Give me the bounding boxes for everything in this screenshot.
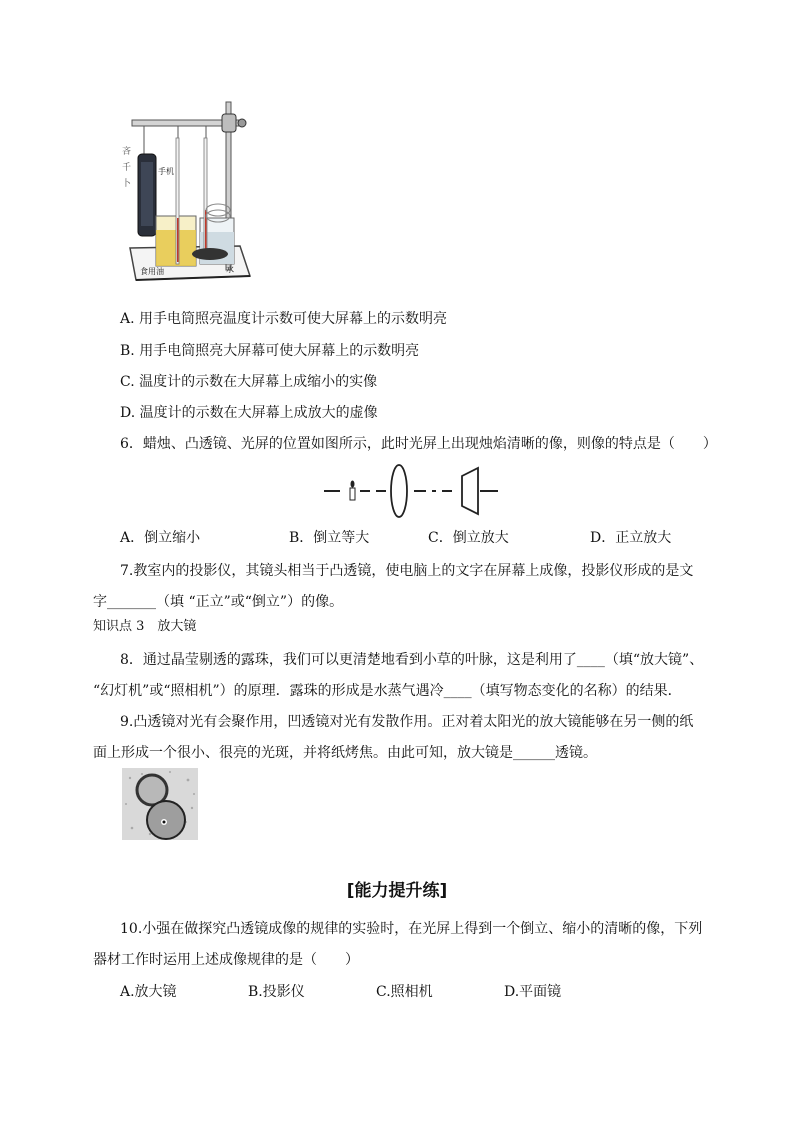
q6-option-c: C．倒立放大	[428, 530, 509, 546]
q6-stem: 6．蜡烛、凸透镜、光屏的位置如图所示，此时光屏上出现烛焰清晰的像，则像的特点是（ ）	[120, 436, 717, 452]
oil-label: 食用油	[140, 267, 164, 276]
convex-lens-icon	[391, 465, 407, 517]
q10-option-c: C.照相机	[376, 984, 433, 1000]
q10-line-2: 器材工作时运用上述成像规律的是（ ）	[93, 952, 359, 968]
q6-option-d: D．正立放大	[590, 530, 672, 546]
section-heading: [能力提升练]	[346, 881, 448, 901]
q5-option-c: C. 温度计的示数在大屏幕上成缩小的实像	[120, 374, 378, 390]
candle-lens-screen-diagram	[322, 462, 502, 522]
candle-icon	[350, 481, 355, 501]
q8-line-2: “幻灯机”或“照相机”）的原理．露珠的形成是水蒸气遇冷____（填写物态变化的名称）的结果．	[93, 683, 682, 699]
magnifier-burning-paper-photo	[122, 768, 198, 840]
q6-option-a: A．倒立缩小	[120, 530, 201, 546]
q8-line-1: 8．通过晶莹剔透的露珠，我们可以更清楚地看到小草的叶脉，这是利用了____（填“放大镜”、	[120, 652, 704, 668]
svg-text:卜: 卜	[122, 179, 132, 189]
q5-option-a: A. 用手电筒照亮温度计示数可使大屏幕上的示数明亮	[120, 311, 448, 327]
q7-line-2: 字_______（填 “正立”或“倒立”）的像。	[93, 594, 344, 610]
q9-line-2: 面上形成一个很小、很亮的光斑，并将纸烤焦。由此可知，放大镜是______透镜。	[93, 745, 597, 761]
thermometer-phone-figure	[118, 98, 268, 290]
section-3-title: 知识点 3 放大镜	[93, 619, 197, 634]
q6-option-b: B．倒立等大	[289, 530, 370, 546]
q10-option-a: A.放大镜	[120, 984, 177, 1000]
q10-line-1: 10.小强在做探究凸透镜成像的规律的实验时，在光屏上得到一个倒立、缩小的清晰的像，下列	[120, 921, 703, 937]
water-label: 水	[226, 265, 234, 274]
q10-option-d: D.平面镜	[504, 984, 562, 1000]
light-screen-icon	[462, 468, 478, 514]
svg-text:吝: 吝	[122, 147, 132, 157]
q9-line-1: 9.凸透镜对光有会聚作用，凹透镜对光有发散作用。正对着太阳光的放大镜能够在另一侧的纸	[120, 714, 694, 730]
q5-option-d: D. 温度计的示数在大屏幕上成放大的虚像	[120, 405, 378, 421]
q5-option-b: B. 用手电筒照亮大屏幕可使大屏幕上的示数明亮	[120, 343, 420, 359]
svg-text:千: 千	[122, 163, 132, 173]
q10-option-b: B.投影仪	[248, 984, 305, 1000]
q7-line-1: 7.教室内的投影仪，其镜头相当于凸透镜，使电脑上的文字在屏幕上成像，投影仪形成的是文	[120, 563, 694, 579]
phone-label: 手机	[158, 167, 174, 176]
